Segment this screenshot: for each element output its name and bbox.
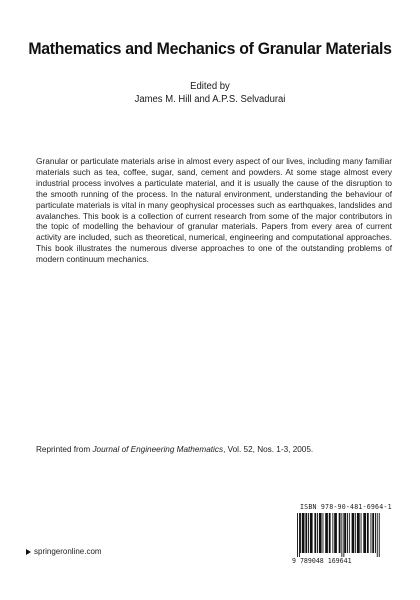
barcode-bar: [371, 513, 372, 553]
barcode-bar: [300, 513, 301, 553]
barcode-digits: 9 789048 169641: [292, 557, 352, 565]
barcode-bar: [317, 513, 318, 553]
isbn-number: ISBN 978-90-481-6964-1: [300, 503, 392, 511]
barcode-bar: [302, 513, 305, 553]
book-title: Mathematics and Mechanics of Granular Materials: [28, 40, 392, 58]
barcode-bar: [308, 513, 309, 553]
reprint-suffix: , Vol. 52, Nos. 1-3, 2005.: [223, 445, 314, 454]
barcode-bar: [329, 513, 331, 553]
barcode-bar: [343, 513, 344, 557]
barcode-bar: [352, 513, 355, 553]
editors-names: James M. Hill and A.P.S. Selvadurai: [134, 94, 286, 105]
barcode-bar: [310, 513, 313, 553]
reprint-prefix: Reprinted from: [36, 445, 93, 454]
edited-by-label: Edited by: [190, 81, 230, 92]
barcode-bar: [357, 513, 360, 553]
barcode-bar: [344, 513, 346, 553]
barcode-bar: [375, 513, 376, 553]
barcode-bar: [361, 513, 362, 553]
publisher-link[interactable]: [26, 547, 102, 556]
publisher-url: springeronline.com: [34, 547, 102, 556]
barcode-bar: [319, 513, 322, 553]
barcode-bar: [349, 513, 350, 553]
barcode-bar: [332, 513, 333, 553]
barcode-bar: [334, 513, 337, 553]
barcode-bar: [372, 513, 374, 553]
barcode-bar: [314, 513, 316, 553]
barcode-bar: [379, 513, 380, 557]
barcode-bar: [297, 513, 298, 557]
barcode-bar: [355, 513, 356, 553]
editors-block: [11, 80, 410, 106]
barcode: [296, 513, 392, 557]
arrow-right-icon: [26, 549, 31, 555]
journal-name: Journal of Engineering Mathematics: [92, 445, 224, 454]
barcode-bar: [367, 513, 369, 553]
barcode-bar: [299, 513, 300, 557]
barcode-bar: [347, 513, 348, 553]
barcode-bar: [363, 513, 366, 553]
barcode-bar: [341, 513, 342, 557]
barcode-bar: [325, 513, 328, 553]
barcode-bar: [339, 513, 341, 553]
book-description: Granular or particulate materials arise in almost every aspect of our lives, including many familiar materials such as tea, coffee, sugar, sand, cement and powders. At some stage almost every industrial process involves a particulate material, and it is usually the cause of the disruption to the smooth running of the process. In the natural environment, understanding the behaviour of particulate materials is vital in many geophysical processes such as earthquakes, landslides and avalanches. This book is a collection of current research from some of the major contributors in the topic of modelling the behaviour of granular materials. Papers from every area of current activity are included, such as theoretical, numerical, engineering and computational approaches. This book illustrates the numerous diverse approaches to one of the outstanding problems of modern continuum mechanics.: [36, 156, 392, 265]
barcode-bar: [305, 513, 307, 553]
barcode-bar: [377, 513, 378, 557]
reprint-note: [36, 444, 396, 455]
barcode-bar: [323, 513, 324, 553]
